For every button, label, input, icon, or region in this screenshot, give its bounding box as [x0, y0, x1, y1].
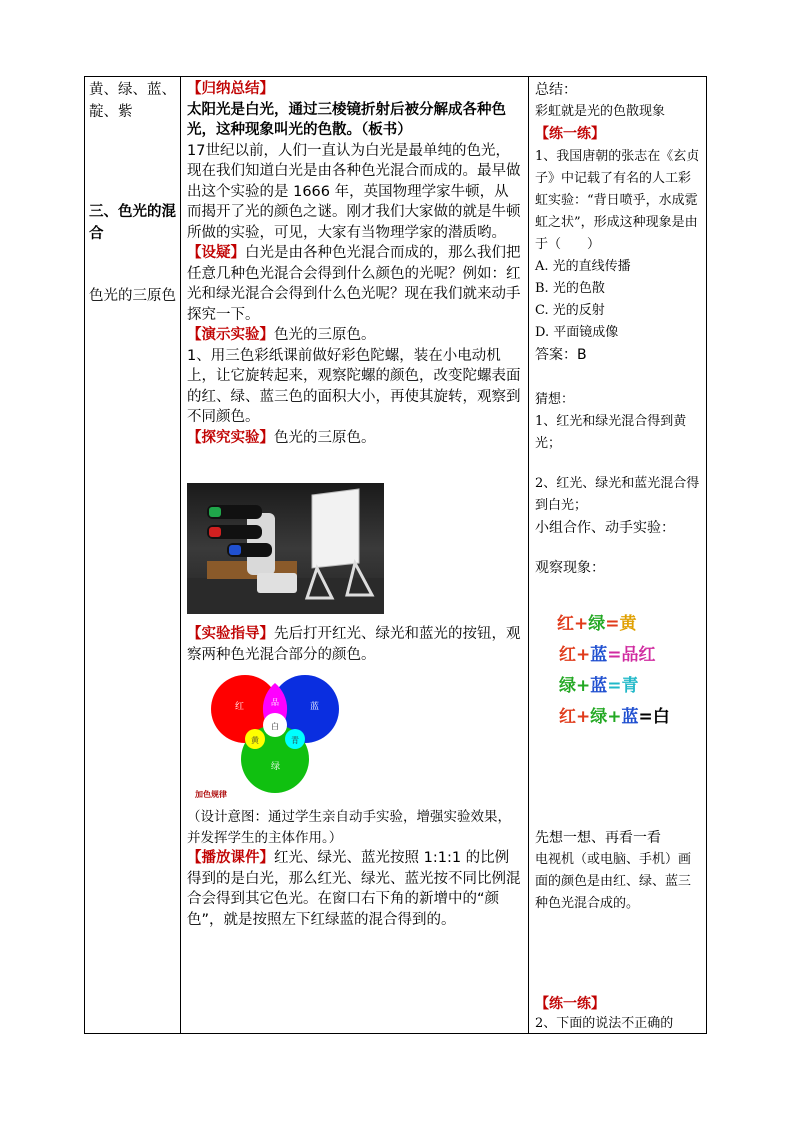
option-d: D. 平面镜成像: [535, 325, 619, 340]
guess-label: 猜想：: [535, 392, 575, 407]
venn-caption: 加色规律: [195, 790, 227, 799]
venn-cyan-label: 青: [291, 736, 299, 745]
mix-all: 红+绿+蓝=白: [559, 707, 670, 727]
venn-green-label: 绿: [271, 762, 281, 772]
history-text: 17世纪以前，人们一直认为白光是最单纯的色光，现在我们知道白光是由各种色光混合而成的。最早做出这个实验的是 1666 年，英国物理学家牛顿，从而揭开了光的颜色之谜。刚才我们大家做的就是牛顿所做的实验，可见，大家有当物理学家的潜质哟。: [187, 142, 521, 241]
tv-text: 电视机（或电脑、手机）画面的颜色是由红、绿、蓝三种色光混合成的。: [535, 852, 692, 911]
think-text: 先想一想、再看一看: [535, 830, 661, 846]
color-mix-results: [557, 609, 670, 733]
option-a: A. 光的直线传播: [535, 259, 631, 274]
question-2: 2、下面的说法不正确的: [535, 1016, 674, 1031]
colors-text: 黄、绿、蓝、靛、紫: [89, 82, 176, 120]
guide-text: 先后打开红光、绿光和蓝光的按钮，观察两种色光混合部分的颜色。: [187, 626, 521, 663]
explore-title: 色光的三原色。: [274, 429, 376, 446]
option-c: C. 光的反射: [535, 303, 605, 318]
summary-label: 总结：: [535, 82, 577, 98]
student-column: [529, 77, 707, 1033]
guess-2: 2、红光、绿光和蓝光混合得到白光；: [535, 476, 700, 513]
color-venn-diagram: [195, 673, 355, 803]
venn-magenta-label: 品: [271, 698, 279, 707]
rainbow-text: 彩虹就是光的色散现象: [535, 104, 666, 119]
demo-text: 1、用三色彩纸课前做好彩色陀螺，装在小电动机上，让它旋转起来，观察陀螺的颜色，改变陀螺表面的红、绿、蓝三色的面积大小，再使其旋转，观察到不同颜色。: [187, 347, 521, 425]
observe-text: 观察现象：: [535, 560, 605, 576]
practice-tag-2: 【练一练】: [535, 996, 605, 1012]
play-tag: 【播放课件】: [187, 850, 274, 866]
subsection-heading: 色光的三原色: [89, 288, 176, 304]
guide-tag: 【实验指导】: [187, 626, 274, 642]
venn-yellow-label: 黄: [251, 736, 259, 745]
group-text: 小组合作、动手实验：: [535, 520, 675, 536]
guess-1: 1、红光和绿光混合得到黄光；: [535, 414, 687, 451]
answer-text: 答案：B: [535, 347, 587, 363]
venn-red-label: 红: [235, 702, 245, 712]
demo-tag: 【演示实验】: [187, 327, 274, 343]
question-tag: 【设疑】: [187, 245, 245, 261]
practice-tag: 【练一练】: [535, 126, 605, 142]
explore-tag: 【探究实验】: [187, 429, 274, 446]
play-text: 红光、绿光、蓝光按照 1:1:1 的比例得到的是白光，那么红光、绿光、蓝光按不同比例混合会得到其它色光。在窗口右下角的新增中的“颜色”，就是按照左下红绿蓝的混合得到的。: [187, 850, 521, 928]
design-intent: （设计意图：通过学生亲自动手实验，增强实验效果，并发挥学生的主体作用。）: [187, 809, 511, 846]
question-1: 1、我国唐朝的张志在《玄贞子》中记载了有名的人工彩虹实验：“背日喷乎，水成霓虹之状”，形成这种现象是由于（ ）: [535, 149, 700, 252]
question-text: 白光是由各种色光混合而成的，那么我们把任意几种色光混合会得到什么颜色的光呢？例如：红光和绿光混合会得到什么色光呢？现在我们就来动手探究一下。: [187, 245, 521, 323]
summary-text: 太阳光是白光，通过三棱镜折射后被分解成各种色光，这种现象叫光的色散。（板书）: [187, 101, 506, 138]
light-box-illustration: [187, 483, 384, 614]
teacher-column: [181, 77, 528, 1033]
venn-blue-label: 蓝: [310, 702, 320, 712]
mix-green-blue: 绿+蓝=青: [559, 676, 639, 696]
demo-title: 色光的三原色。: [274, 327, 376, 343]
venn-white-label: 白: [271, 722, 279, 731]
mix-red-blue: 红+蓝=品红: [559, 645, 656, 665]
summary-tag: 【归纳总结】: [187, 81, 274, 97]
section-heading: 三、色光的混合: [89, 204, 176, 242]
lesson-table: [84, 76, 707, 1034]
mix-red-green: 红+绿=黄: [557, 614, 637, 634]
topic-column: [85, 77, 180, 1033]
option-b: B. 光的色散: [535, 281, 605, 296]
experiment-photo: [187, 483, 384, 614]
